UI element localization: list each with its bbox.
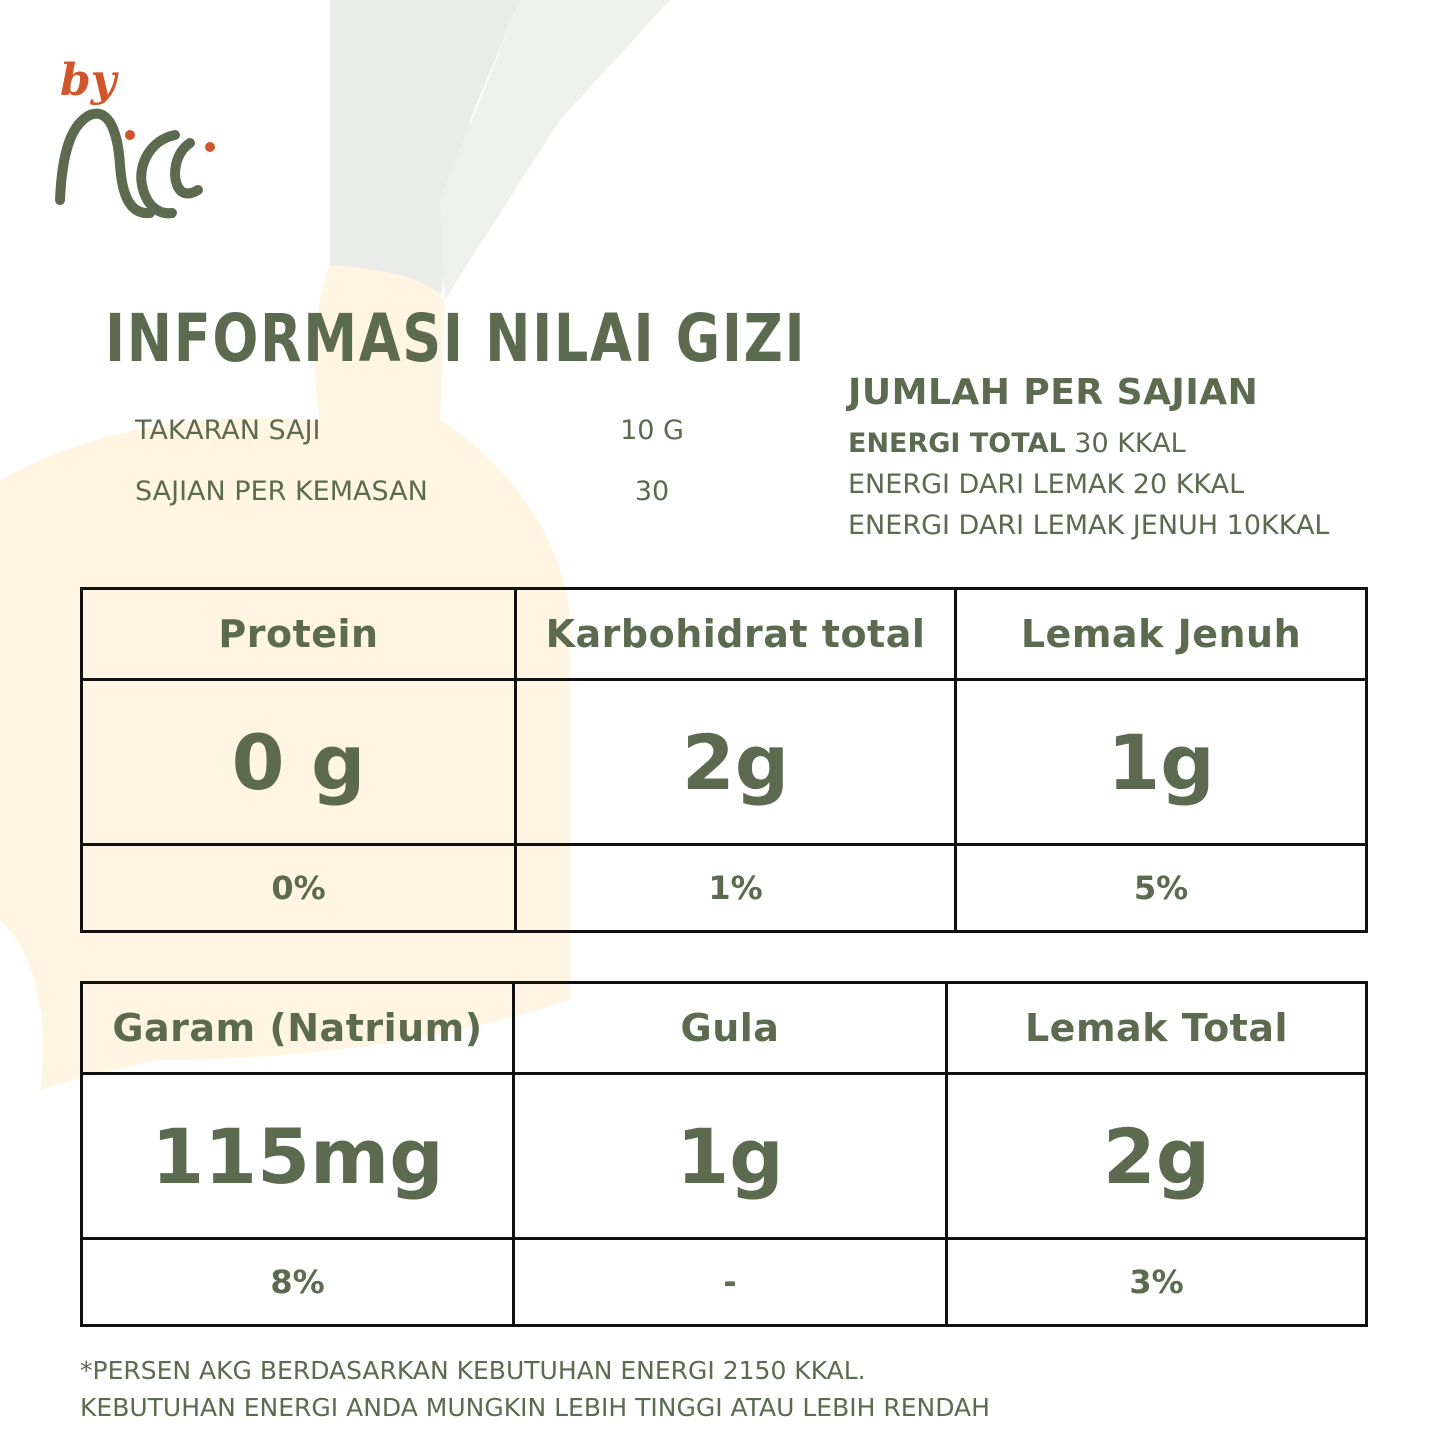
fat-energy-line: ENERGI DARI LEMAK 20 KKAL [848, 469, 1245, 500]
logo-letter-c2 [175, 143, 198, 193]
total-fat-percent: 3% [947, 1239, 1367, 1326]
sodium-percent: 8% [82, 1239, 514, 1326]
total-fat-header: Lemak Total [947, 983, 1367, 1074]
logo-prefix: by [60, 55, 117, 106]
servings-per-pack-label: SAJIAN PER KEMASAN [135, 476, 428, 507]
total-energy-label: ENERGI TOTAL [848, 428, 1066, 459]
protein-percent: 0% [82, 845, 516, 932]
sodium-value: 115mg [82, 1074, 514, 1239]
serving-size-value: 10 G [620, 415, 684, 446]
sat-fat-energy-line: ENERGI DARI LEMAK JENUH 10KKAL [848, 510, 1330, 541]
brand-logo [50, 35, 230, 235]
logo-letter-n [60, 114, 150, 214]
logo-dot-2 [205, 142, 215, 152]
protein-header: Protein [82, 589, 516, 680]
table-row [82, 1074, 1367, 1239]
logo-dot-1 [125, 130, 135, 140]
table-row [82, 845, 1367, 932]
table-row [82, 589, 1367, 680]
per-serving-panel [848, 372, 1329, 546]
footnote [80, 1352, 990, 1426]
protein-value: 0 g [82, 680, 516, 845]
carbohydrate-header: Karbohidrat total [516, 589, 956, 680]
table-row [82, 983, 1367, 1074]
saturated-fat-header: Lemak Jenuh [956, 589, 1367, 680]
sugar-header: Gula [514, 983, 947, 1074]
sugar-percent: - [514, 1239, 947, 1326]
total-fat-value: 2g [947, 1074, 1367, 1239]
servings-per-pack-value: 30 [634, 476, 670, 507]
saturated-fat-percent: 5% [956, 845, 1367, 932]
saturated-fat-value: 1g [956, 680, 1367, 845]
table-row [82, 680, 1367, 845]
footnote-line-2: KEBUTUHAN ENERGI ANDA MUNGKIN LEBIH TINGGI ATAU LEBIH RENDAH [80, 1393, 990, 1422]
sugar-value: 1g [514, 1074, 947, 1239]
nutrition-table-2 [80, 981, 1368, 1327]
sodium-header: Garam (Natrium) [82, 983, 514, 1074]
table-row [82, 1239, 1367, 1326]
page-title: INFORMASI NILAI GIZI [105, 300, 807, 377]
nutrition-table-1 [80, 587, 1368, 933]
total-energy-line [848, 423, 1329, 464]
logo-letter-c1 [141, 135, 175, 213]
total-energy-value: 30 KKAL [1074, 428, 1186, 459]
footnote-line-1: *PERSEN AKG BERDASARKAN KEBUTUHAN ENERGI 2150 KKAL. [80, 1356, 866, 1385]
serving-size-label: TAKARAN SAJI [135, 415, 321, 446]
carbohydrate-value: 2g [516, 680, 956, 845]
per-serving-heading: JUMLAH PER SAJIAN [848, 372, 1259, 413]
carbohydrate-percent: 1% [516, 845, 956, 932]
